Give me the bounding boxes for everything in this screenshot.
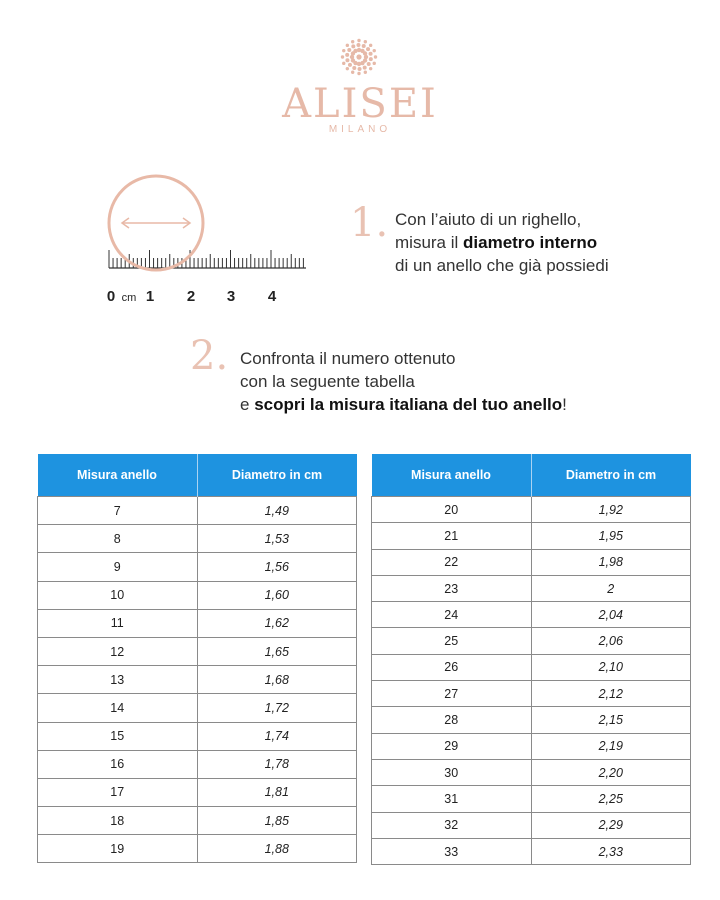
- step-1-text: [395, 208, 609, 277]
- table-row: [38, 497, 357, 525]
- ruler-illustration: [100, 168, 315, 310]
- cell-diameter: 2,19: [531, 733, 691, 759]
- step-2-line-3: [240, 393, 567, 416]
- rosette-dot: [363, 51, 367, 55]
- table-row: [38, 807, 357, 835]
- ruler-label-3: 3: [226, 288, 236, 305]
- header-size: Misura anello: [38, 454, 198, 497]
- cell-size: 33: [372, 838, 532, 864]
- step-2-line-3-plain: e: [240, 395, 255, 414]
- cell-size: 23: [372, 575, 532, 601]
- table-row: [372, 812, 691, 838]
- ruler-label-1: 1: [145, 288, 155, 305]
- cell-diameter: 2,10: [531, 654, 691, 680]
- cell-size: 26: [372, 654, 532, 680]
- rosette-dot: [374, 55, 377, 58]
- cell-size: 29: [372, 733, 532, 759]
- cell-diameter: 1,72: [197, 694, 357, 722]
- step-2-line-2: con la seguente tabella: [240, 372, 415, 391]
- cell-diameter: 1,65: [197, 637, 357, 665]
- cell-diameter: 2,20: [531, 759, 691, 785]
- rosette-dot: [363, 66, 367, 70]
- rosette-dot: [369, 67, 372, 70]
- rosette-dot: [346, 44, 349, 47]
- step-1-number: 1.: [350, 200, 389, 246]
- rosette-dot: [348, 63, 352, 67]
- table-row: [372, 707, 691, 733]
- cell-size: 12: [38, 637, 198, 665]
- rosette-dot: [364, 40, 367, 43]
- brand-name: ALISEI: [282, 81, 438, 127]
- header-diameter: Diametro in cm: [531, 454, 691, 497]
- rosette-dot: [351, 44, 355, 48]
- step-2-number: 2.: [190, 333, 229, 379]
- cell-diameter: 1,85: [197, 807, 357, 835]
- rosette-dot: [364, 71, 367, 74]
- ruler-unit-label: cm: [121, 292, 137, 304]
- rosette-dot: [356, 54, 361, 59]
- cell-size: 30: [372, 759, 532, 785]
- rosette-dot: [345, 58, 349, 62]
- table-row: [372, 733, 691, 759]
- step-2-line-3-end: !: [562, 395, 567, 414]
- cell-diameter: 1,78: [197, 750, 357, 778]
- step-1-line-2: [395, 231, 609, 254]
- step-2-line-3-bold: scopri la misura italiana del tuo anello: [254, 395, 563, 414]
- table-row: [372, 497, 691, 523]
- cell-diameter: 1,62: [197, 609, 357, 637]
- table-row: [38, 637, 357, 665]
- cell-size: 32: [372, 812, 532, 838]
- rosette-dot: [351, 71, 354, 74]
- cell-size: 15: [38, 722, 198, 750]
- step-1-line-2-plain: misura il: [395, 233, 464, 252]
- rosette-dot: [351, 40, 354, 43]
- step-1-line-2-bold: diametro interno: [463, 233, 598, 252]
- table-row: [38, 750, 357, 778]
- table-row: [38, 609, 357, 637]
- rosette-dot: [352, 66, 356, 70]
- table-row: [38, 722, 357, 750]
- rosette-dot: [358, 67, 362, 71]
- ruler-label-2: 2: [186, 288, 196, 305]
- rosette-dot: [341, 55, 344, 58]
- rosette-dot: [357, 39, 360, 42]
- table-row: [372, 602, 691, 628]
- table-row: [38, 525, 357, 553]
- cell-diameter: 1,53: [197, 525, 357, 553]
- cell-diameter: 1,68: [197, 666, 357, 694]
- table-row: [372, 523, 691, 549]
- cell-diameter: 1,60: [197, 581, 357, 609]
- size-table-left: [37, 454, 357, 863]
- rosette-dot: [366, 47, 370, 51]
- cell-size: 16: [38, 750, 198, 778]
- rosette-dot: [373, 62, 376, 65]
- cell-diameter: 2: [531, 575, 691, 601]
- brand-subtitle: MILANO: [328, 124, 392, 135]
- rosette-dot: [345, 53, 349, 57]
- cell-size: 14: [38, 694, 198, 722]
- cell-size: 27: [372, 681, 532, 707]
- table-row: [372, 681, 691, 707]
- cell-diameter: 1,74: [197, 722, 357, 750]
- cell-diameter: 2,29: [531, 812, 691, 838]
- cell-diameter: 1,88: [197, 835, 357, 863]
- table-header-row: [372, 454, 691, 497]
- step-2-line-1: Confronta il numero ottenuto: [240, 349, 456, 368]
- rosette-dot: [342, 62, 345, 65]
- cell-size: 10: [38, 581, 198, 609]
- rosette-dot: [357, 72, 360, 75]
- cell-size: 28: [372, 707, 532, 733]
- table-row: [372, 654, 691, 680]
- rosette-dot: [342, 49, 345, 52]
- cell-diameter: 2,06: [531, 628, 691, 654]
- cell-diameter: 2,04: [531, 602, 691, 628]
- rosette-dot: [356, 43, 360, 47]
- table-row: [372, 549, 691, 575]
- cell-size: 18: [38, 807, 198, 835]
- ruler-label-4: 4: [267, 288, 277, 305]
- cell-diameter: 1,98: [531, 549, 691, 575]
- rosette-dot: [369, 57, 373, 61]
- dotted-rosette-icon: [340, 38, 378, 76]
- table-row: [38, 666, 357, 694]
- cell-diameter: 1,92: [531, 497, 691, 523]
- cell-diameter: 2,25: [531, 786, 691, 812]
- cell-size: 21: [372, 523, 532, 549]
- cell-size: 24: [372, 602, 532, 628]
- cell-size: 11: [38, 609, 198, 637]
- cell-size: 13: [38, 666, 198, 694]
- cell-diameter: 1,49: [197, 497, 357, 525]
- table-row: [372, 628, 691, 654]
- rosette-dot: [362, 44, 366, 48]
- header-size: Misura anello: [372, 454, 532, 497]
- rosette-dot: [367, 62, 371, 66]
- table-row: [38, 581, 357, 609]
- step-1-line-1: Con l’aiuto di un righello,: [395, 210, 582, 229]
- table-row: [372, 575, 691, 601]
- size-table-right: [371, 454, 691, 865]
- cell-diameter: 1,81: [197, 778, 357, 806]
- cell-size: 19: [38, 835, 198, 863]
- cell-size: 7: [38, 497, 198, 525]
- cell-size: 8: [38, 525, 198, 553]
- cell-size: 20: [372, 497, 532, 523]
- cell-size: 17: [38, 778, 198, 806]
- table-row: [38, 694, 357, 722]
- cell-size: 22: [372, 549, 532, 575]
- ruler-label-0: 0: [106, 288, 116, 305]
- header-diameter: Diametro in cm: [197, 454, 357, 497]
- table-row: [372, 786, 691, 812]
- cell-size: 9: [38, 553, 198, 581]
- table-row: [372, 759, 691, 785]
- rosette-dot: [373, 49, 376, 52]
- table-row: [38, 835, 357, 863]
- step-1-line-3: di un anello che già possiedi: [395, 256, 609, 275]
- rosette-dot: [369, 52, 373, 56]
- cell-size: 31: [372, 786, 532, 812]
- cell-diameter: 1,95: [531, 523, 691, 549]
- cell-diameter: 2,33: [531, 838, 691, 864]
- table-row: [38, 553, 357, 581]
- rosette-dot: [347, 48, 351, 52]
- cell-diameter: 2,15: [531, 707, 691, 733]
- table-header-row: [38, 454, 357, 497]
- cell-diameter: 1,56: [197, 553, 357, 581]
- table-row: [372, 838, 691, 864]
- cell-size: 25: [372, 628, 532, 654]
- step-2-text: [240, 347, 567, 416]
- rosette-dot: [346, 67, 349, 70]
- table-row: [38, 778, 357, 806]
- cell-diameter: 2,12: [531, 681, 691, 707]
- rosette-dot: [369, 44, 372, 47]
